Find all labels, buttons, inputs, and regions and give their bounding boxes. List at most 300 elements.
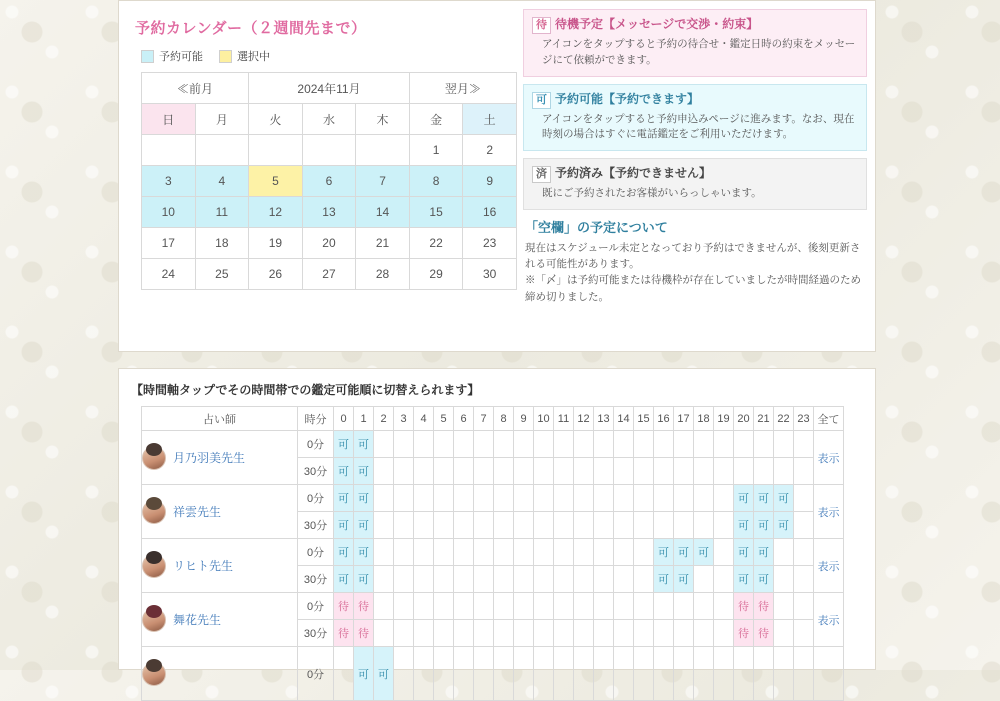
slot-cell-empty xyxy=(454,566,474,593)
slot-cell-empty xyxy=(714,566,734,593)
slot-cell-empty xyxy=(794,539,814,566)
slot-cell-empty xyxy=(634,458,654,485)
legend-item-available xyxy=(141,48,203,64)
slot-cell-empty xyxy=(574,512,594,539)
slot-cell-empty xyxy=(434,458,454,485)
slot-cell-waiting[interactable]: 待 xyxy=(754,593,774,620)
header-hour-7[interactable]: 7 xyxy=(474,407,494,431)
show-link[interactable]: 表示 xyxy=(817,614,840,627)
schedule-header-row xyxy=(142,407,844,431)
table-row xyxy=(142,647,844,701)
calendar-empty-cell xyxy=(302,135,356,166)
row-time-label: 30分 xyxy=(298,512,334,539)
slot-cell-empty xyxy=(754,458,774,485)
calendar-day-cell[interactable]: 25 xyxy=(195,259,249,290)
slot-cell-empty xyxy=(734,431,754,458)
slot-cell-empty xyxy=(534,647,554,701)
slot-cell-available[interactable]: 可 xyxy=(774,485,794,512)
calendar-day-cell[interactable]: 22 xyxy=(409,228,463,259)
table-row xyxy=(142,593,844,620)
slot-cell-available[interactable]: 可 xyxy=(734,512,754,539)
dow-mon: 月 xyxy=(195,104,249,135)
slot-cell-empty xyxy=(734,458,754,485)
calendar-table xyxy=(141,72,517,290)
teller-cell[interactable] xyxy=(142,431,298,485)
calendar-day-cell[interactable]: 5 xyxy=(249,166,303,197)
slot-cell-empty xyxy=(374,431,394,458)
slot-cell-empty xyxy=(414,593,434,620)
info-head-booked xyxy=(532,164,858,183)
slot-cell-empty xyxy=(714,485,734,512)
dow-fri: 金 xyxy=(409,104,463,135)
row-time-label: 0分 xyxy=(298,647,334,701)
slot-cell-available[interactable]: 可 xyxy=(374,647,394,701)
slot-cell-empty xyxy=(714,458,734,485)
slot-cell-empty xyxy=(654,647,674,701)
avatar xyxy=(142,554,166,578)
slot-cell-empty xyxy=(714,620,734,647)
slot-cell-empty xyxy=(634,512,654,539)
slot-cell-available[interactable]: 可 xyxy=(334,485,354,512)
teller-info xyxy=(142,446,297,470)
note-body-1: 現在はスケジュール未定となっており予約はできませんが、後刻更新される可能性があります。 xyxy=(525,241,861,271)
slot-cell-empty xyxy=(634,431,654,458)
slot-cell-empty xyxy=(554,647,574,701)
info-box-waiting xyxy=(523,9,867,77)
slot-cell-available[interactable]: 可 xyxy=(354,566,374,593)
calendar-legend xyxy=(141,48,523,64)
slot-cell-empty xyxy=(614,566,634,593)
info-head-available-text: 予約可能【予約できます】 xyxy=(555,91,700,106)
calendar-block xyxy=(119,1,523,290)
slot-cell-empty xyxy=(694,458,714,485)
slot-cell-empty xyxy=(474,512,494,539)
slot-cell-empty xyxy=(774,539,794,566)
slot-cell-available[interactable]: 可 xyxy=(354,458,374,485)
row-time-label: 0分 xyxy=(298,539,334,566)
header-hour-8[interactable]: 8 xyxy=(494,407,514,431)
slot-cell-empty xyxy=(554,620,574,647)
slot-cell-empty xyxy=(754,647,774,701)
calendar-day-cell[interactable]: 12 xyxy=(249,197,303,228)
header-hour-4[interactable]: 4 xyxy=(414,407,434,431)
calendar-panel xyxy=(118,0,876,352)
header-hour-21[interactable]: 21 xyxy=(754,407,774,431)
slot-cell-empty xyxy=(434,593,454,620)
calendar-nav-row xyxy=(142,73,517,104)
calendar-dow-row xyxy=(142,104,517,135)
header-hour-17[interactable]: 17 xyxy=(674,407,694,431)
dow-thu: 木 xyxy=(356,104,410,135)
slot-cell-empty xyxy=(674,620,694,647)
note-body-2: ※「〆」は予約可能または待機枠が存在していましたが時間経過のため締め切りました。 xyxy=(525,274,861,303)
slot-cell-empty xyxy=(614,647,634,701)
slot-cell-available[interactable]: 可 xyxy=(754,485,774,512)
slot-cell-empty xyxy=(494,566,514,593)
header-hour-3[interactable]: 3 xyxy=(394,407,414,431)
slot-cell-empty xyxy=(594,431,614,458)
slot-cell-empty xyxy=(694,593,714,620)
show-link[interactable]: 表示 xyxy=(817,506,840,519)
row-time-label: 30分 xyxy=(298,458,334,485)
slot-cell-empty xyxy=(514,485,534,512)
teller-name-link[interactable]: 月乃羽美先生 xyxy=(173,451,246,465)
calendar-day-cell[interactable]: 6 xyxy=(302,166,356,197)
calendar-day-cell[interactable]: 16 xyxy=(463,197,517,228)
calendar-body xyxy=(142,135,517,290)
show-link[interactable]: 表示 xyxy=(817,452,840,465)
slot-cell-empty xyxy=(474,566,494,593)
header-hour-18[interactable]: 18 xyxy=(694,407,714,431)
slot-cell-empty xyxy=(794,593,814,620)
slot-cell-empty xyxy=(514,431,534,458)
slot-cell-empty xyxy=(714,431,734,458)
schedule-table xyxy=(141,406,844,701)
slot-cell-empty xyxy=(654,512,674,539)
slot-cell-available[interactable]: 可 xyxy=(354,647,374,701)
calendar-day-cell[interactable]: 11 xyxy=(195,197,249,228)
slot-cell-available[interactable]: 可 xyxy=(774,512,794,539)
slot-cell-empty xyxy=(534,458,554,485)
badge-waiting-icon: 待 xyxy=(532,17,551,34)
slot-cell-empty xyxy=(434,485,454,512)
slot-cell-empty xyxy=(454,647,474,701)
slot-cell-empty xyxy=(534,566,554,593)
teller-info xyxy=(142,662,297,686)
slot-cell-empty xyxy=(374,512,394,539)
header-all[interactable]: 全て xyxy=(814,407,844,431)
slot-cell-empty xyxy=(794,620,814,647)
slot-cell-empty xyxy=(454,458,474,485)
calendar-day-cell[interactable]: 28 xyxy=(356,259,410,290)
slot-cell-available[interactable]: 可 xyxy=(734,485,754,512)
slot-cell-empty xyxy=(494,512,514,539)
show-link[interactable]: 表示 xyxy=(817,560,840,573)
slot-cell-empty xyxy=(494,647,514,701)
calendar-day-cell[interactable]: 19 xyxy=(249,228,303,259)
slot-cell-empty xyxy=(594,566,614,593)
legend-swatch-available xyxy=(141,50,154,63)
calendar-day-cell[interactable]: 9 xyxy=(463,166,517,197)
calendar-day-cell[interactable]: 2 xyxy=(463,135,517,166)
slot-cell-empty xyxy=(574,458,594,485)
slot-cell-empty xyxy=(414,566,434,593)
teller-info xyxy=(142,554,297,578)
slot-cell-empty xyxy=(374,458,394,485)
slot-cell-empty xyxy=(454,593,474,620)
slot-cell-empty xyxy=(614,620,634,647)
show-cell xyxy=(814,593,844,647)
legend-item-selected xyxy=(219,48,270,64)
schedule-head xyxy=(142,407,844,431)
header-hour-9[interactable]: 9 xyxy=(514,407,534,431)
slot-cell-empty xyxy=(674,647,694,701)
calendar-day-cell[interactable]: 7 xyxy=(356,166,410,197)
header-hour-1[interactable]: 1 xyxy=(354,407,374,431)
info-head-waiting-text: 待機予定【メッセージで交渉・約束】 xyxy=(555,17,759,31)
slot-cell-available[interactable]: 可 xyxy=(334,431,354,458)
slot-cell-empty xyxy=(534,620,554,647)
slot-cell-empty xyxy=(694,566,714,593)
header-hour-12[interactable]: 12 xyxy=(574,407,594,431)
slot-cell-waiting[interactable]: 待 xyxy=(334,593,354,620)
slot-cell-empty xyxy=(374,485,394,512)
header-hour-11[interactable]: 11 xyxy=(554,407,574,431)
slot-cell-empty xyxy=(434,431,454,458)
legend-label-selected: 選択中 xyxy=(237,51,270,63)
slot-cell-empty xyxy=(514,539,534,566)
slot-cell-empty xyxy=(634,647,654,701)
slot-cell-empty xyxy=(574,647,594,701)
slot-cell-empty xyxy=(634,539,654,566)
slot-cell-empty xyxy=(694,647,714,701)
badge-booked-icon: 済 xyxy=(532,166,551,183)
header-hour-5[interactable]: 5 xyxy=(434,407,454,431)
slot-cell-waiting[interactable]: 待 xyxy=(734,593,754,620)
info-body-booked: 既にご予約されたお客様がいらっしゃいます。 xyxy=(542,187,762,199)
calendar-day-cell[interactable]: 10 xyxy=(142,197,196,228)
slot-cell-available[interactable]: 可 xyxy=(654,566,674,593)
slot-cell-empty xyxy=(494,539,514,566)
header-time: 時分 xyxy=(298,407,334,431)
slot-cell-available[interactable]: 可 xyxy=(674,539,694,566)
teller-cell[interactable] xyxy=(142,485,298,539)
slot-cell-empty xyxy=(494,620,514,647)
slot-cell-empty xyxy=(514,512,534,539)
slot-cell-empty xyxy=(714,512,734,539)
slot-cell-empty xyxy=(594,458,614,485)
slot-cell-available[interactable]: 可 xyxy=(674,566,694,593)
slot-cell-empty xyxy=(554,512,574,539)
show-cell xyxy=(814,485,844,539)
slot-cell-empty xyxy=(634,485,654,512)
slot-cell-empty xyxy=(574,566,594,593)
note-title: 「空欄」の予定について xyxy=(525,219,668,235)
slot-cell-empty xyxy=(594,647,614,701)
calendar-day-cell[interactable]: 30 xyxy=(463,259,517,290)
calendar-day-cell[interactable]: 1 xyxy=(409,135,463,166)
header-hour-19[interactable]: 19 xyxy=(714,407,734,431)
header-hour-20[interactable]: 20 xyxy=(734,407,754,431)
header-hour-13[interactable]: 13 xyxy=(594,407,614,431)
slot-cell-empty xyxy=(514,458,534,485)
teller-info xyxy=(142,500,297,524)
slot-cell-empty xyxy=(414,485,434,512)
calendar-day-cell[interactable]: 15 xyxy=(409,197,463,228)
slot-cell-empty xyxy=(594,593,614,620)
calendar-day-cell[interactable]: 29 xyxy=(409,259,463,290)
slot-cell-empty xyxy=(694,485,714,512)
slot-cell-empty xyxy=(414,512,434,539)
calendar-empty-cell xyxy=(195,135,249,166)
calendar-day-cell[interactable]: 14 xyxy=(356,197,410,228)
slot-cell-empty xyxy=(474,647,494,701)
slot-cell-empty xyxy=(574,431,594,458)
calendar-day-cell[interactable]: 18 xyxy=(195,228,249,259)
slot-cell-empty xyxy=(714,593,734,620)
slot-cell-available[interactable]: 可 xyxy=(354,512,374,539)
dow-sat: 土 xyxy=(463,104,517,135)
slot-cell-empty xyxy=(514,593,534,620)
calendar-day-cell[interactable]: 21 xyxy=(356,228,410,259)
slot-cell-available[interactable]: 可 xyxy=(334,458,354,485)
teller-info xyxy=(142,608,297,632)
slot-cell-empty xyxy=(654,620,674,647)
slot-cell-empty xyxy=(774,431,794,458)
header-hour-15[interactable]: 15 xyxy=(634,407,654,431)
calendar-day-cell[interactable]: 4 xyxy=(195,166,249,197)
slot-cell-available[interactable]: 可 xyxy=(754,566,774,593)
calendar-day-cell[interactable]: 17 xyxy=(142,228,196,259)
show-cell xyxy=(814,539,844,593)
slot-cell-empty xyxy=(654,485,674,512)
slot-cell-available[interactable]: 可 xyxy=(654,539,674,566)
slot-cell-empty xyxy=(474,539,494,566)
calendar-week-row xyxy=(142,228,517,259)
calendar-day-cell[interactable]: 23 xyxy=(463,228,517,259)
slot-cell-available[interactable]: 可 xyxy=(354,431,374,458)
slot-cell-available[interactable]: 可 xyxy=(334,539,354,566)
teller-name-link[interactable]: リヒト先生 xyxy=(173,559,234,573)
slot-cell-empty xyxy=(494,431,514,458)
slot-cell-empty xyxy=(554,431,574,458)
slot-cell-empty xyxy=(454,485,474,512)
slot-cell-empty xyxy=(794,647,814,701)
calendar-empty-cell xyxy=(142,135,196,166)
calendar-day-cell[interactable]: 13 xyxy=(302,197,356,228)
slot-cell-empty xyxy=(554,485,574,512)
slot-cell-waiting[interactable]: 待 xyxy=(754,620,774,647)
slot-cell-empty xyxy=(454,512,474,539)
slot-cell-empty xyxy=(434,539,454,566)
header-hour-10[interactable]: 10 xyxy=(534,407,554,431)
prev-month-button[interactable]: ≪前月 xyxy=(142,73,249,104)
header-hour-16[interactable]: 16 xyxy=(654,407,674,431)
slot-cell-waiting[interactable]: 待 xyxy=(354,593,374,620)
header-hour-2[interactable]: 2 xyxy=(374,407,394,431)
slot-cell-available[interactable]: 可 xyxy=(734,539,754,566)
slot-cell-empty xyxy=(594,620,614,647)
teller-cell[interactable] xyxy=(142,593,298,647)
slot-cell-waiting[interactable]: 待 xyxy=(334,620,354,647)
calendar-day-cell[interactable]: 8 xyxy=(409,166,463,197)
dow-sun: 日 xyxy=(142,104,196,135)
slot-cell-empty xyxy=(694,431,714,458)
header-hour-23[interactable]: 23 xyxy=(794,407,814,431)
slot-cell-empty xyxy=(774,458,794,485)
calendar-day-cell[interactable]: 24 xyxy=(142,259,196,290)
slot-cell-empty xyxy=(554,458,574,485)
slot-cell-empty xyxy=(514,647,534,701)
calendar-day-cell[interactable]: 27 xyxy=(302,259,356,290)
slot-cell-empty xyxy=(374,566,394,593)
slot-cell-available[interactable]: 可 xyxy=(754,512,774,539)
slot-cell-empty xyxy=(414,647,434,701)
slot-cell-empty xyxy=(454,539,474,566)
schedule-title: 【時間軸タップでその時間帯での鑑定可能順に切替えられます】 xyxy=(131,383,480,397)
avatar xyxy=(142,662,166,686)
slot-cell-empty xyxy=(694,620,714,647)
slot-cell-empty xyxy=(534,485,554,512)
header-hour-6[interactable]: 6 xyxy=(454,407,474,431)
slot-cell-empty xyxy=(794,458,814,485)
slot-cell-empty xyxy=(674,458,694,485)
slot-cell-empty xyxy=(614,485,634,512)
info-head-waiting xyxy=(532,15,858,34)
slot-cell-empty xyxy=(674,593,694,620)
slot-cell-empty xyxy=(434,647,454,701)
slot-cell-empty xyxy=(454,431,474,458)
slot-cell-empty xyxy=(614,458,634,485)
slot-cell-available[interactable]: 可 xyxy=(334,512,354,539)
teller-cell[interactable] xyxy=(142,539,298,593)
slot-cell-available[interactable]: 可 xyxy=(354,539,374,566)
slot-cell-empty xyxy=(694,512,714,539)
table-row xyxy=(142,485,844,512)
slot-cell-available[interactable]: 可 xyxy=(734,566,754,593)
slot-cell-empty xyxy=(414,458,434,485)
slot-cell-empty xyxy=(514,620,534,647)
slot-cell-available[interactable]: 可 xyxy=(694,539,714,566)
slot-cell-empty xyxy=(774,620,794,647)
teller-cell[interactable] xyxy=(142,647,298,701)
slot-cell-empty xyxy=(614,539,634,566)
slot-cell-empty xyxy=(654,458,674,485)
header-hour-0[interactable]: 0 xyxy=(334,407,354,431)
slot-cell-waiting[interactable]: 待 xyxy=(734,620,754,647)
slot-cell-empty xyxy=(414,539,434,566)
slot-cell-empty xyxy=(774,593,794,620)
slot-cell-empty xyxy=(674,512,694,539)
slot-cell-empty xyxy=(634,620,654,647)
dow-tue: 火 xyxy=(249,104,303,135)
show-cell xyxy=(814,647,844,701)
slot-cell-empty xyxy=(434,566,454,593)
teller-name-link[interactable]: 祥雲先生 xyxy=(173,505,222,519)
slot-cell-empty xyxy=(614,431,634,458)
slot-cell-available[interactable]: 可 xyxy=(354,485,374,512)
calendar-empty-cell xyxy=(356,135,410,166)
calendar-day-cell[interactable]: 20 xyxy=(302,228,356,259)
slot-cell-empty xyxy=(554,539,574,566)
slot-cell-empty xyxy=(574,593,594,620)
next-month-button[interactable]: 翌月≫ xyxy=(409,73,516,104)
slot-cell-empty xyxy=(494,485,514,512)
slot-cell-empty xyxy=(474,620,494,647)
schedule-panel xyxy=(118,368,876,681)
header-hour-22[interactable]: 22 xyxy=(774,407,794,431)
header-hour-14[interactable]: 14 xyxy=(614,407,634,431)
slot-cell-empty xyxy=(454,620,474,647)
calendar-empty-cell xyxy=(249,135,303,166)
row-time-label: 0分 xyxy=(298,431,334,458)
slot-cell-available[interactable]: 可 xyxy=(334,566,354,593)
slot-cell-available[interactable]: 可 xyxy=(754,539,774,566)
slot-cell-empty xyxy=(634,566,654,593)
slot-cell-empty xyxy=(394,458,414,485)
slot-cell-empty xyxy=(634,593,654,620)
calendar-week-row xyxy=(142,166,517,197)
teller-name-link[interactable]: 舞花先生 xyxy=(173,613,222,627)
calendar-day-cell[interactable]: 3 xyxy=(142,166,196,197)
calendar-day-cell[interactable]: 26 xyxy=(249,259,303,290)
slot-cell-empty xyxy=(794,431,814,458)
slot-cell-empty xyxy=(714,539,734,566)
avatar xyxy=(142,500,166,524)
slot-cell-empty xyxy=(794,512,814,539)
slot-cell-waiting[interactable]: 待 xyxy=(354,620,374,647)
slot-cell-empty xyxy=(674,431,694,458)
